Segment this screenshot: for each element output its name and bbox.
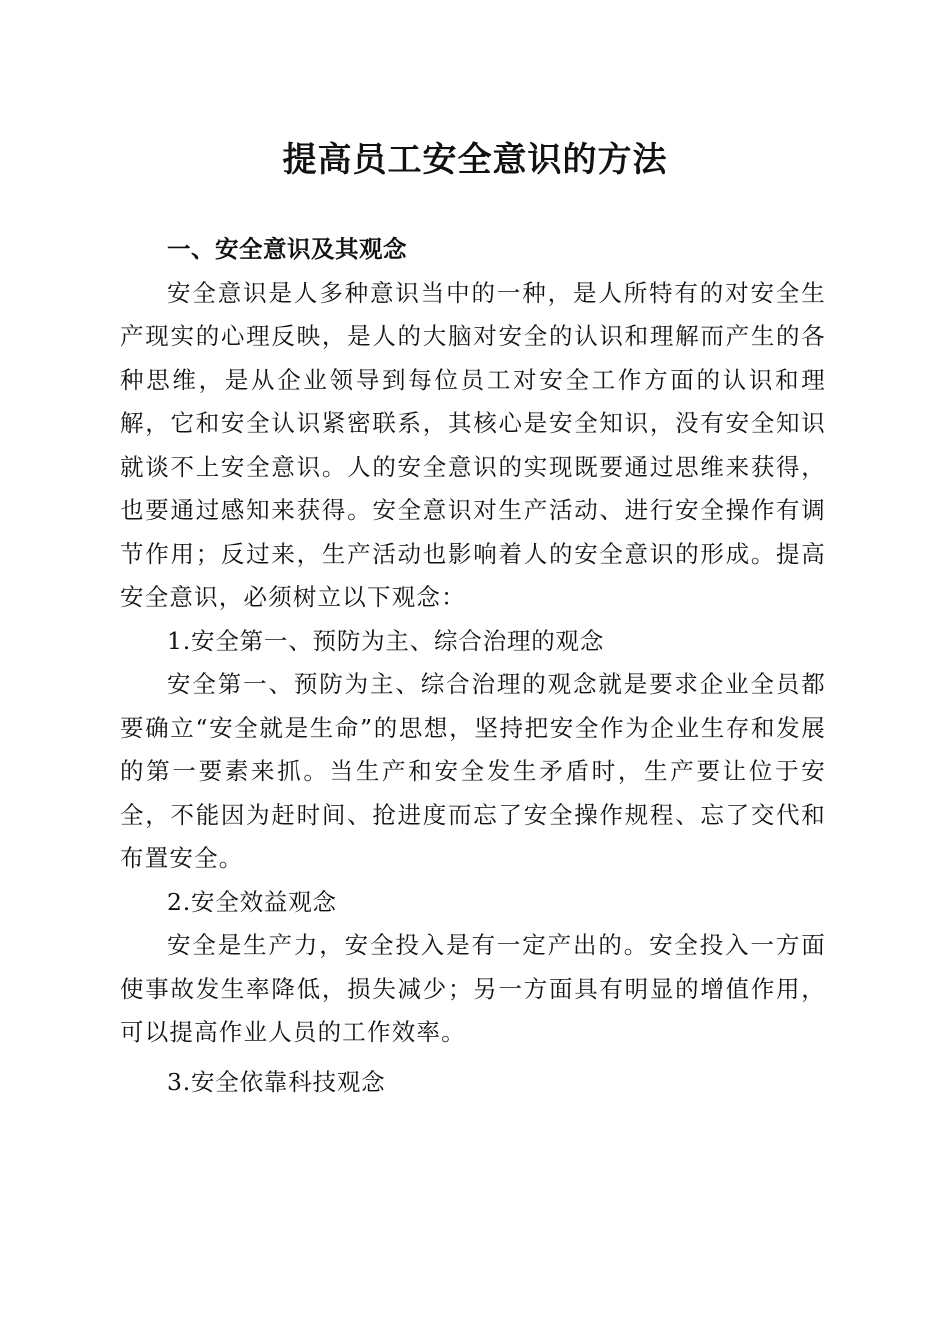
document-body (120, 228, 826, 1104)
item-2-paragraph: 安全是生产力，安全投入是有一定产出的。安全投入一方面使事故发生率降低，损失减少；另一方面具有明显的增值作用，可以提高作业人员的工作效率。 (120, 931, 826, 1046)
section-heading: 一、安全意识及其观念 (167, 235, 407, 263)
item-1-paragraph: 安全第一、预防为主、综合治理的观念就是要求企业全员都要确立“安全就是生命”的思想，坚持把安全作为企业生存和发展的第一要素来抓。当生产和安全发生矛盾时，生产要让位于安全，不能因为赶时间、抢进度而忘了安全操作规程、忘了交代和布置安全。 (120, 670, 826, 872)
item-2-title: 2.安全效益观念 (167, 887, 337, 916)
section-intro-paragraph: 安全意识是人多种意识当中的一种，是人所特有的对安全生产现实的心理反映，是人的大脑对安全的认识和理解而产生的各种思维，是从企业领导到每位员工对安全工作方面的认识和理解，它和安全认识紧密联系，其核心是安全知识，没有安全知识就谈不上安全意识。人的安全意识的实现既要通过思维来获得，也要通过感知来获得。安全意识对生产活动、进行安全操作有调节作用；反过来，生产活动也影响着人的安全意识的形成。提高安全意识，必须树立以下观念： (120, 278, 826, 611)
item-1-title: 1.安全第一、预防为主、综合治理的观念 (167, 626, 605, 655)
document-title: 提高员工安全意识的方法 (282, 140, 668, 180)
item-3-title: 3.安全依靠科技观念 (167, 1067, 386, 1096)
